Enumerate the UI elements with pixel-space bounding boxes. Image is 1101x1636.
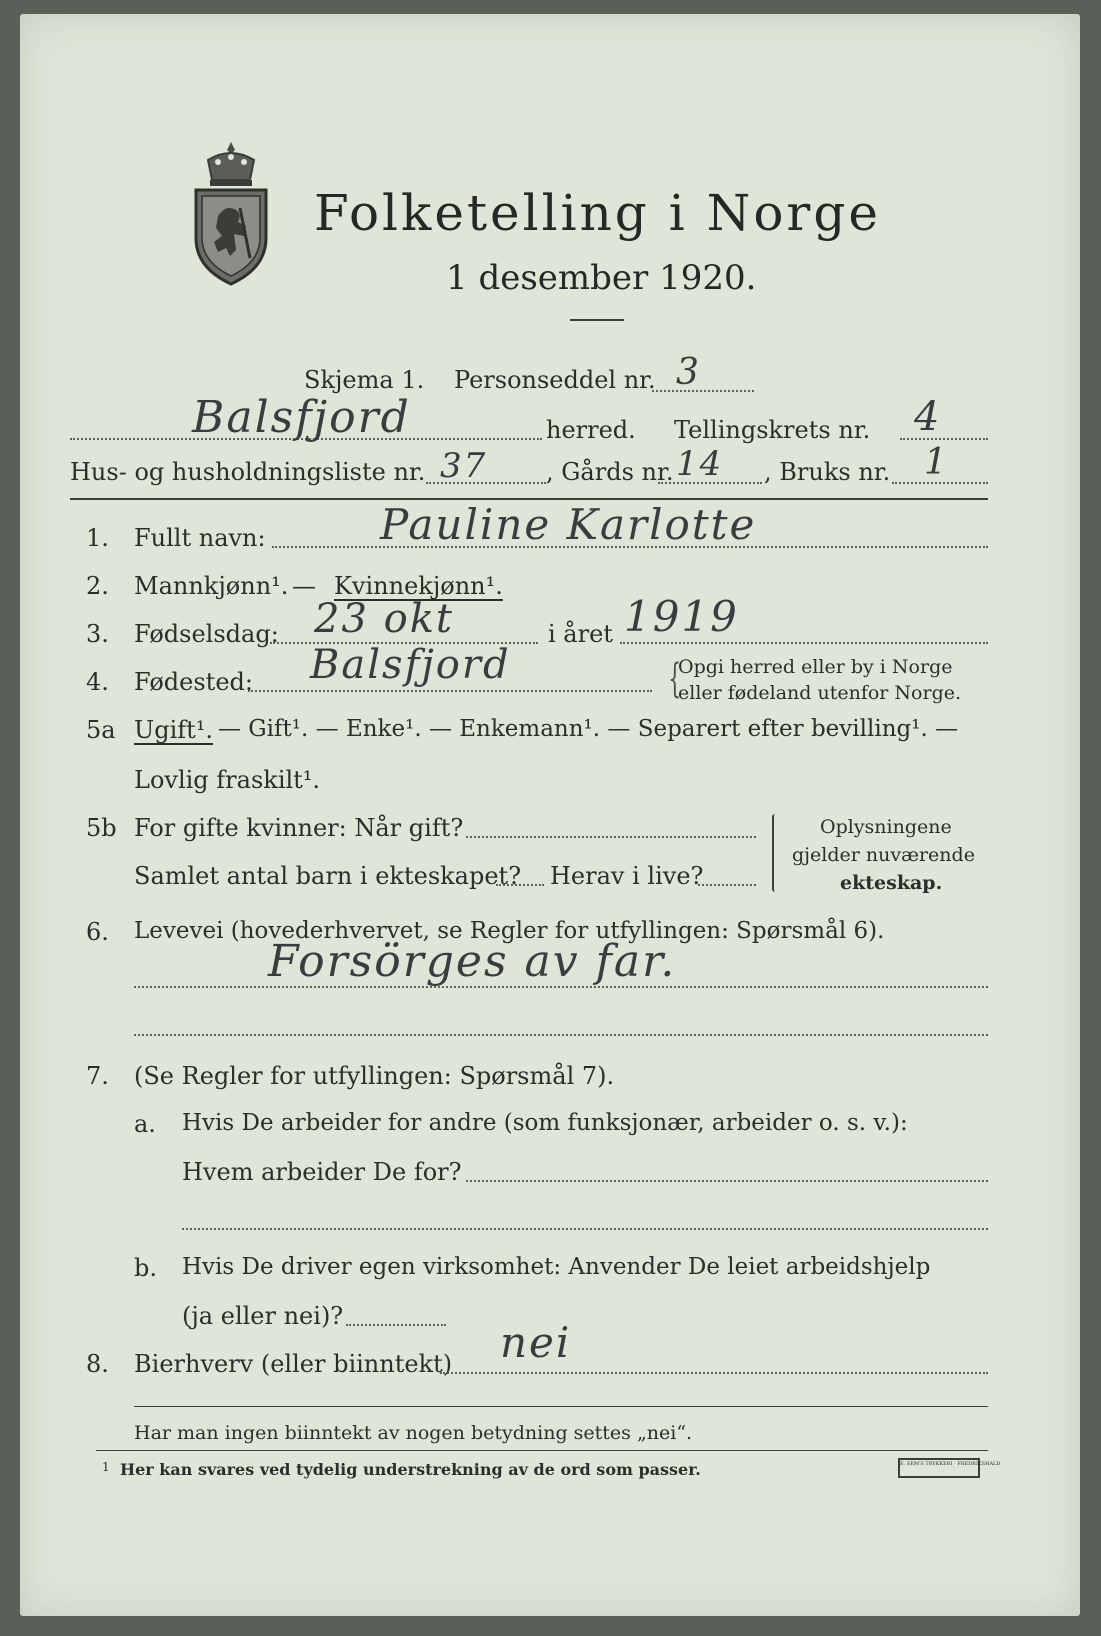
q5b-label-3: Herav i live? <box>550 862 704 890</box>
gards-label: , Gårds nr. <box>546 458 674 486</box>
q7a-line-1 <box>466 1180 988 1182</box>
q5a-line2: Lovlig fraskilt¹. <box>134 766 321 794</box>
q4-note-2: eller fødeland utenfor Norge. <box>678 682 962 704</box>
q3-label: Fødselsdag: <box>134 620 279 648</box>
q5a-options: — Gift¹. — Enke¹. — Enkemann¹. — Separert efter bevilling¹. — <box>218 716 959 742</box>
footer-note: Har man ingen biinntekt av nogen betydning settes „nei“. <box>134 1422 693 1444</box>
q1-value[interactable]: Pauline Karlotte <box>380 500 757 549</box>
personseddel-line <box>652 390 754 392</box>
q6-line-2 <box>134 1034 988 1036</box>
norway-coat-of-arms-icon <box>188 138 274 288</box>
skjema-label: Skjema 1. <box>304 366 425 394</box>
q6-value[interactable]: Forsörges av far. <box>268 936 677 987</box>
q7b-sub: (ja eller nei)? <box>182 1302 344 1330</box>
census-form-page <box>20 14 1080 1616</box>
q1-label: Fullt navn: <box>134 524 266 552</box>
q8-value[interactable]: nei <box>500 1318 572 1367</box>
q7a-letter: a. <box>134 1110 156 1138</box>
herred-value[interactable]: Balsfjord <box>192 392 411 443</box>
q5b-note-1: Oplysningene <box>820 816 952 838</box>
q4-label: Fødested: <box>134 668 253 696</box>
gards-value[interactable]: 14 <box>676 444 724 484</box>
q4-number: 4. <box>86 668 109 696</box>
q6-label: Levevei (hovederhvervet, se Regler for utfyllingen: Spørsmål 6). <box>134 918 885 944</box>
q5b-note-3: ekteskap. <box>840 872 943 894</box>
q5b-note-2: gjelder nuværende <box>792 844 975 866</box>
q1-number: 1. <box>86 524 109 552</box>
bruks-value[interactable]: 1 <box>924 442 949 483</box>
q8-label: Bierhverv (eller biinntekt) <box>134 1350 453 1378</box>
q5a-ugift[interactable]: Ugift¹. <box>134 716 214 744</box>
footnote-divider <box>96 1450 988 1451</box>
q3-year-value[interactable]: 1919 <box>624 592 739 641</box>
q3-value[interactable]: 23 okt <box>314 596 455 642</box>
q7b-line <box>346 1324 446 1326</box>
personseddel-value[interactable]: 3 <box>676 352 701 393</box>
q2-number: 2. <box>86 572 109 600</box>
census-date: 1 desember 1920. <box>446 258 757 298</box>
q3-year-line <box>620 642 988 644</box>
q8-line <box>440 1372 988 1374</box>
q5b-number: 5b <box>86 814 117 842</box>
q7b-letter: b. <box>134 1254 157 1282</box>
footer-divider <box>134 1406 988 1407</box>
q5b-label-1: For gifte kvinner: Når gift? <box>134 814 464 842</box>
q5b-brace <box>772 814 778 892</box>
tellingskrets-label: Tellingskrets nr. <box>674 416 871 444</box>
q4-note-1: Opgi herred eller by i Norge <box>678 656 953 678</box>
form-title: Folketelling i Norge <box>314 184 881 242</box>
q5b-label-2: Samlet antal barn i ekteskapet? <box>134 862 522 890</box>
husliste-label: Hus- og husholdningsliste nr. <box>70 458 426 486</box>
q7b-text: Hvis De driver egen virksomhet: Anvender De leiet arbeidshjelp <box>182 1254 931 1280</box>
tellingskrets-value[interactable]: 4 <box>914 394 942 440</box>
q4-line <box>248 690 652 692</box>
q5a-number: 5a <box>86 716 116 744</box>
personseddel-label: Personseddel nr. <box>454 366 656 394</box>
q2-female[interactable]: Kvinnekjønn¹. <box>334 572 503 600</box>
q7a-sub: Hvem arbeider De for? <box>182 1158 462 1186</box>
q5b-children-line <box>496 884 544 886</box>
q4-brace: { <box>668 656 682 702</box>
bruks-label: , Bruks nr. <box>764 458 891 486</box>
footnote-mark: 1 <box>102 1460 110 1474</box>
q2-male: Mannkjønn¹. <box>134 572 289 600</box>
q7-label: (Se Regler for utfyllingen: Spørsmål 7). <box>134 1062 615 1090</box>
q5b-married-line <box>466 836 756 838</box>
q8-number: 8. <box>86 1350 109 1378</box>
husliste-value[interactable]: 37 <box>440 446 488 486</box>
q6-number: 6. <box>86 918 109 946</box>
q7a-text: Hvis De arbeider for andre (som funksjonær, arbeider o. s. v.): <box>182 1110 908 1136</box>
printer-stamp-text: E. SEM'S TRYKKERI · FREDRIKSHALD <box>900 1461 1001 1467</box>
title-divider <box>570 319 624 321</box>
q3-number: 3. <box>86 620 109 648</box>
q2-dash: — <box>292 572 316 600</box>
footnote-text: Her kan svares ved tydelig understrekning av de ord som passer. <box>120 1460 701 1479</box>
q7a-line-2 <box>182 1228 988 1230</box>
q7-number: 7. <box>86 1062 109 1090</box>
q3-year-label: i året <box>548 620 613 648</box>
q4-value[interactable]: Balsfjord <box>310 642 511 688</box>
printer-stamp <box>898 1458 1001 1478</box>
herred-label: herred. <box>546 416 636 444</box>
q5b-alive-line <box>698 884 756 886</box>
